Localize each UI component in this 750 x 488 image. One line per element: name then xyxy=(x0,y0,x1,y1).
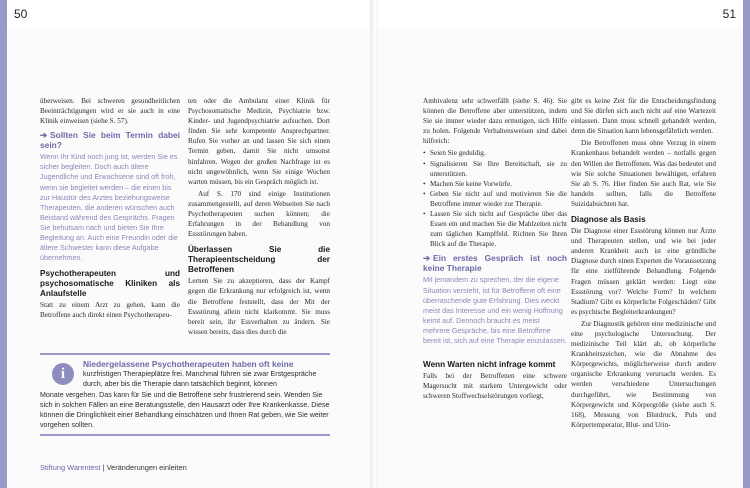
info-box-text: Monate vergehen. Das kann für Sie und die Betroffene sehr frustrierend sein. Wenden Sie sich in solchen Fällen an eine Beratungsstelle, den Hausarzt oder Ihre Krankenkasse. Diese können die Dringlichkeit einer Behandlung einschätzen und Ihnen Rat geben, wie Sie weiter vorgehen sollten. xyxy=(40,390,330,430)
question-heading: ➔ Sollten Sie beim Termin dabei sein? xyxy=(40,130,180,151)
tips-list xyxy=(423,148,567,249)
body-paragraph: Auf S. 170 sind einige Institutionen zusammengestellt, auf deren Webseiten Sie nach Psychotherapeuten suchen können; die Erfahrungen in der Behandlung von Essstörungen haben. xyxy=(188,189,330,239)
left-column-1 xyxy=(40,96,180,323)
list-item: • Signalisieren Sie Ihre Bereitschaft, sie zu unterstützen. xyxy=(423,159,567,179)
page-footer xyxy=(40,463,187,472)
right-page xyxy=(378,0,750,488)
section-heading: Wenn Warten nicht infrage kommt xyxy=(423,360,556,370)
right-edge-bar xyxy=(743,0,750,488)
body-paragraph: Lernen Sie zu akzeptieren, dass der Kampf gegen die Erkrankung nur erfolgreich ist, wenn die Betroffene feststellt, dass der Mit der Essstörung allein nicht klarkommt. Sie muss bereit sein, ihr Essverhalten zu ändern. Sie wissen bereits, dass dies durch die xyxy=(188,277,330,336)
info-icon: i xyxy=(52,363,74,385)
intro-paragraph: überweisen. Bei schweren gesundheitlichen Beeinträchtigungen wird er sie auch in eine Klinik einweisen (siehe S. 57). xyxy=(40,97,180,126)
section-heading: Überlassen Sie die Therapieentscheidung der Betroffenen xyxy=(188,245,330,275)
body-paragraph: Die Diagnose einer Essstörung können nur Ärzte und Therapeuten stellen, und wie bei jeder anderen Krankheit auch ist eine gründliche Diagnose durch einen Experten die Voraussetzung für eine zielführende Behandlung. Folgende Fragen müssen geklärt werden: Liegt eine Essstörung vor? Welche Form? In welchem Stadium? Gibt es körperliche Folgeschäden? Gibt es psychische Begleiterkrankungen? xyxy=(571,227,716,316)
arrow-right-icon: ➔ xyxy=(423,253,431,264)
list-item: • Seien Sie geduldig. xyxy=(423,148,567,158)
left-top-band xyxy=(7,0,372,28)
footer-brand: Stiftung Warentest xyxy=(40,463,101,472)
body-paragraph: Ambivalenz sehr schwerfällt (siehe S. 46). Sie können die Betroffene aber unterstützen, indem Sie sie immer wieder dazu ermutigen, sich Hilfe zu holen. Folgende Verhaltensweisen sind dabei hilfreich: xyxy=(423,97,567,146)
footer-section: Veränderungen einleiten xyxy=(106,463,187,472)
right-column-2 xyxy=(571,96,716,432)
footer-separator: | xyxy=(102,463,105,472)
body-paragraph: Die Betroffenen muss ohne Verzug in einem Krankenhaus behandelt werden – notfalls gegen den Willen der Betroffenen. Was das bedeutet und wie Sie solche Situationen bewältigen, erfahren Sie ab S. 76. Hier finden Sie auch Rat, wie Sie handeln sollten, falls die Betroffene Suizidabsichten hat. xyxy=(571,139,716,208)
body-paragraph: Statt zu einem Arzt zu gehen, kann die Betroffene auch direkt einen Psychotherapeu- xyxy=(40,301,180,320)
question-body: Mit jemandem zu sprechen, der die eigene Situation versteht, ist für Betroffene oft eine überraschende gute Erfahrung. Dies weckt meist das Interesse und ein wenig Hoffnung keimt auf. Dennoch braucht es meist mehrere Gespräche, bis eine Betroffene bereit ist, sich auf eine Therapie einzulassen. xyxy=(423,275,567,345)
right-top-band xyxy=(378,0,743,28)
info-box-text: kurzfristigen Therapieplätze frei. Manchmal führen sie zwar Erstgespräche durch, aber bis die Therapie dann tatsächlich beginnt, können xyxy=(83,370,317,389)
left-column-2 xyxy=(188,96,330,339)
body-paragraph: gibt es keine Zeit für die Entscheidungsfindung und Sie dürfen sich auch nicht auf eine Wartezeit einlassen. Dann muss schnell gehandelt werden, denn die Situation kann lebensgefährlich werden. xyxy=(571,97,716,136)
section-heading: Psychotherapeuten und psychosomatische Kliniken als Anlaufstelle xyxy=(40,269,180,299)
list-item: • Geben Sie nicht auf und motivieren Sie die Betroffene immer wieder zur Therapie. xyxy=(423,189,567,209)
info-box xyxy=(40,353,330,436)
body-paragraph: Zur Diagnostik gehören eine medizinische und eine psychologische Untersuchung. Der medizinische Teil klärt ab, ob körperliche Krankheitszeichen, wie die Abnahme des Körpergewichts, möglicherweise durch andere organische Erkrankung verursacht werden. Es werden verschiedene Untersuchungen durchgeführt, wie Bestimmung von Körpergewicht und Körpergröße (siehe auch S. 168), Messung von Blutdruck, Puls und Körpertemperatur, Blut- und Urin- xyxy=(571,319,716,429)
arrow-right-icon: ➔ xyxy=(40,130,48,141)
left-edge-bar xyxy=(0,0,7,488)
page-number-left: 50 xyxy=(14,7,28,21)
page-number-right: 51 xyxy=(722,7,736,21)
question-body: Wenn Ihr Kind noch jung ist, werden Sie es sicher begleiten. Doch auch ältere Jugendliche und Erwachsene sind oft froh, wenn sie begleitet werden – die einen bis zur Haustür des Arztes beziehungsweise Therapeuten, die anderen wünschen auch Beistand während des Gesprächs. Fragen Sie behutsam nach und bieten Sie Ihre Begleitung an. Auch eine Freundin oder die ältere Schwester kann diese Aufgabe übernehmen. xyxy=(40,152,178,263)
section-heading: Diagnose als Basis xyxy=(571,215,646,225)
body-paragraph: Falls bei der Betroffenen eine schwere Magersucht mit starkem Untergewicht oder schweren Stoffwechselstörungen vorliegt, xyxy=(423,372,567,401)
body-paragraph: ten oder die Ambulanz einer Klinik für Psychosomatische Medizin, Psychiatrie bzw. Kinder- und Jugendpsychiatrie aufsuchen. Dort finden Sie sehr kompetente Ansprechpartner. Rufen Sie vorher an und lassen Sie sich einen Termin geben, damit Sie nicht umsonst hinfahren. Wegen der großen Nachfrage ist es nicht ungewöhnlich, wenn Sie einige Wochen warten müssen, bis ein Gespräch möglich ist. xyxy=(188,97,330,186)
list-item: • Machen Sie keine Vorwürfe. xyxy=(423,179,567,189)
list-item: • Lassen Sie sich nicht auf Gespräche über das Essen ein und machen Sie die Mahlzeiten nicht zum täglichen Kampffeld. Richten Sie Ihren Blick auf die Therapie. xyxy=(423,209,567,249)
right-column-1 xyxy=(423,96,567,403)
info-box-title: Niedergelassene Psychotherapeuten haben oft keine xyxy=(83,359,294,369)
question-heading: ➔ Ein erstes Gespräch ist noch keine Therapie xyxy=(423,253,567,274)
left-page xyxy=(0,0,372,488)
